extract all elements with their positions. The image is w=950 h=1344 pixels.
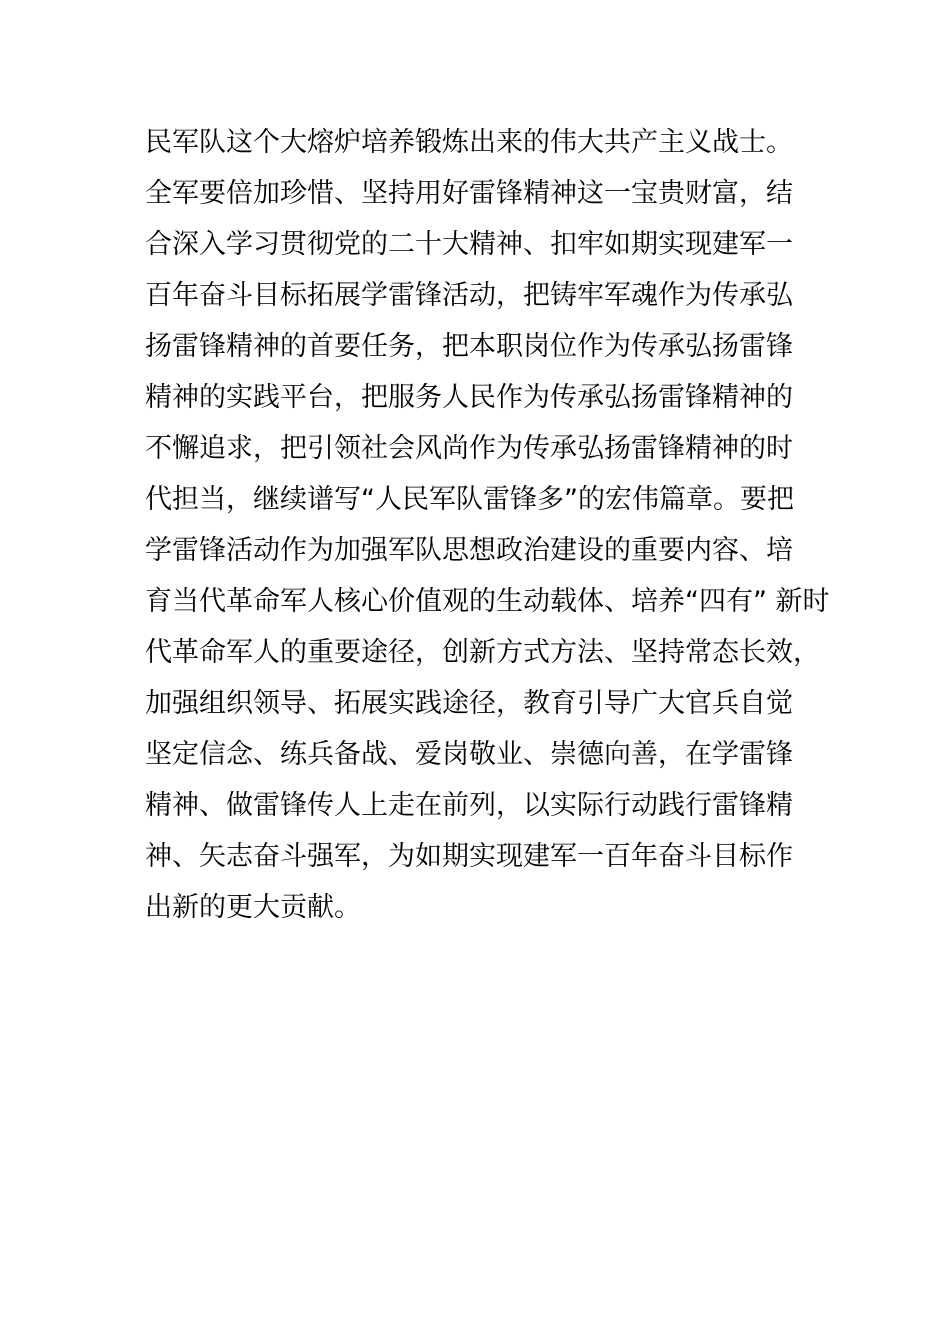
text-line: 民军队这个大熔炉培养锻炼出来的伟大共产主义战士。 <box>145 127 793 158</box>
text-line: 全军要倍加珍惜、坚持用好雷锋精神这一宝贵财富，结 <box>145 178 793 209</box>
text-line: 育当代革命军人核心价值观的生动载体、培养“四有” 新时 <box>145 586 830 617</box>
text-line: 不懈追求，把引领社会风尚作为传承弘扬雷锋精神的时 <box>145 433 793 464</box>
text-line: 坚定信念、练兵备战、爱岗敬业、崇德向善，在学雷锋 <box>145 739 793 770</box>
text-line: 代担当，继续谱写“人民军队雷锋多”的宏伟篇章。要把 <box>145 484 794 515</box>
text-line: 出新的更大贡献。 <box>145 892 361 923</box>
text-line: 百年奋斗目标拓展学雷锋活动，把铸牢军魂作为传承弘 <box>145 280 793 311</box>
text-line: 扬雷锋精神的首要任务，把本职岗位作为传承弘扬雷锋 <box>145 331 793 362</box>
text-line: 精神、做雷锋传人上走在前列，以实际行动践行雷锋精 <box>145 790 793 821</box>
text-line: 精神的实践平台，把服务人民作为传承弘扬雷锋精神的 <box>145 382 793 413</box>
text-line: 加强组织领导、拓展实践途径，教育引导广大官兵自觉 <box>145 688 793 719</box>
text-line: 代革命军人的重要途径，创新方式方法、坚持常态长效， <box>145 637 820 668</box>
body-paragraph <box>145 117 845 933</box>
text-line: 学雷锋活动作为加强军队思想政治建设的重要内容、培 <box>145 535 793 566</box>
text-line: 合深入学习贯彻党的二十大精神、扣牢如期实现建军一 <box>145 229 793 260</box>
text-line: 神、矢志奋斗强军，为如期实现建军一百年奋斗目标作 <box>145 841 793 872</box>
